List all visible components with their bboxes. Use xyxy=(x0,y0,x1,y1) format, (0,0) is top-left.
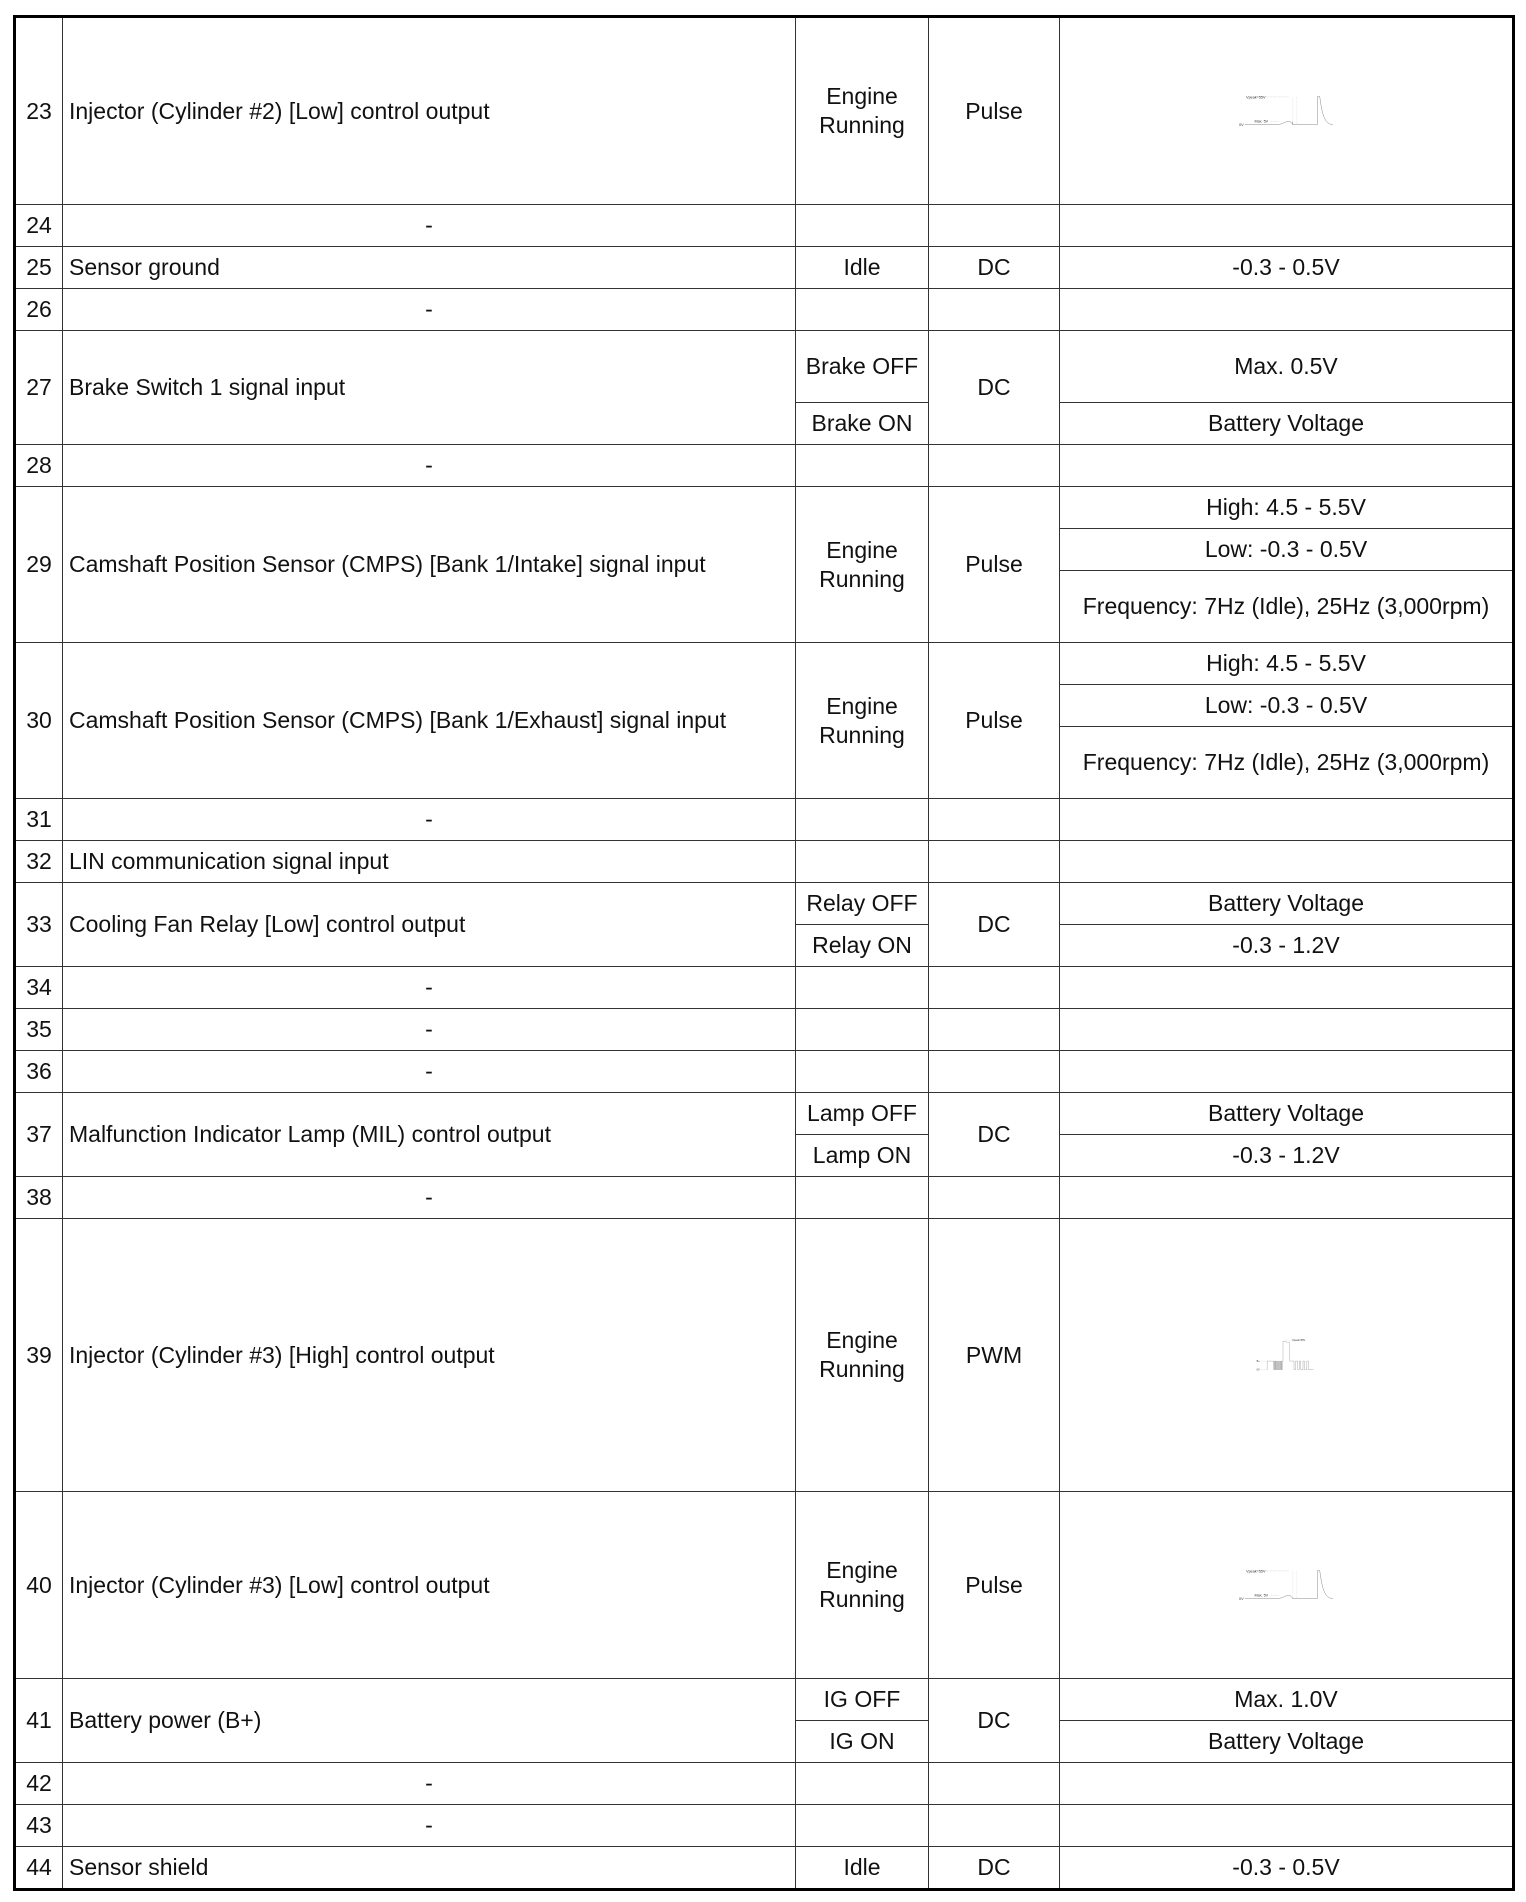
table-row xyxy=(15,17,1514,205)
pin-description: Sensor shield xyxy=(63,1847,796,1890)
condition: Engine Running xyxy=(796,1219,929,1492)
pin-table-page xyxy=(13,15,1512,1888)
value xyxy=(1060,1805,1514,1847)
condition: Lamp ON xyxy=(796,1135,929,1177)
zero-label: 0V xyxy=(1239,122,1244,127)
value: -0.3 - 0.5V xyxy=(1060,1847,1514,1890)
pin-number: 33 xyxy=(15,883,63,967)
pin-description: - xyxy=(63,205,796,247)
pin-number: 29 xyxy=(15,487,63,643)
pin-number: 27 xyxy=(15,331,63,445)
waveform-cell xyxy=(1060,1492,1514,1679)
table-row xyxy=(15,1492,1514,1679)
signal-type: Pulse xyxy=(929,643,1060,799)
value: -0.3 - 1.2V xyxy=(1060,925,1514,967)
value xyxy=(1060,445,1514,487)
pin-number: 24 xyxy=(15,205,63,247)
vpeak-label: Vpeak=55V xyxy=(1246,1568,1266,1573)
condition xyxy=(796,799,929,841)
pin-description: - xyxy=(63,1177,796,1219)
condition xyxy=(796,967,929,1009)
pin-description: Malfunction Indicator Lamp (MIL) control output xyxy=(63,1093,796,1177)
injector-low-waveform xyxy=(1060,91,1512,132)
value: Frequency: 7Hz (Idle), 25Hz (3,000rpm) xyxy=(1060,571,1514,643)
table-row xyxy=(15,289,1514,331)
value xyxy=(1060,205,1514,247)
signal-type xyxy=(929,841,1060,883)
pin-description: - xyxy=(63,967,796,1009)
table-row xyxy=(15,883,1514,925)
pin-description: Battery power (B+) xyxy=(63,1679,796,1763)
value xyxy=(1060,289,1514,331)
value xyxy=(1060,967,1514,1009)
value xyxy=(1060,1763,1514,1805)
signal-type: PWM xyxy=(929,1219,1060,1492)
pin-description: - xyxy=(63,799,796,841)
table-row xyxy=(15,331,1514,403)
table-row xyxy=(15,967,1514,1009)
pin-number: 31 xyxy=(15,799,63,841)
injector-high-waveform xyxy=(1060,1335,1512,1376)
waveform-trace xyxy=(1267,1341,1314,1370)
pin-description: Cooling Fan Relay [Low] control output xyxy=(63,883,796,967)
condition xyxy=(796,445,929,487)
pin-number: 41 xyxy=(15,1679,63,1763)
pin-number: 30 xyxy=(15,643,63,799)
condition: Brake ON xyxy=(796,403,929,445)
signal-type xyxy=(929,1051,1060,1093)
value: Low: -0.3 - 0.5V xyxy=(1060,685,1514,727)
waveform-cell xyxy=(1060,1219,1514,1492)
vpeak-label: Vpeak=55V xyxy=(1246,94,1266,99)
table-row xyxy=(15,1763,1514,1805)
condition: IG OFF xyxy=(796,1679,929,1721)
table-row xyxy=(15,487,1514,529)
table-row xyxy=(15,1093,1514,1135)
condition: Engine Running xyxy=(796,487,929,643)
pin-description: - xyxy=(63,1805,796,1847)
signal-type: Pulse xyxy=(929,17,1060,205)
signal-type: Pulse xyxy=(929,487,1060,643)
pin-description: - xyxy=(63,289,796,331)
pin-number: 40 xyxy=(15,1492,63,1679)
condition xyxy=(796,289,929,331)
condition: Engine Running xyxy=(796,643,929,799)
value xyxy=(1060,1051,1514,1093)
signal-type: DC xyxy=(929,1847,1060,1890)
condition xyxy=(796,1051,929,1093)
signal-type xyxy=(929,445,1060,487)
pin-number: 26 xyxy=(15,289,63,331)
value: -0.3 - 0.5V xyxy=(1060,247,1514,289)
condition: Relay OFF xyxy=(796,883,929,925)
pin-description: LIN communication signal input xyxy=(63,841,796,883)
value xyxy=(1060,1177,1514,1219)
table-row xyxy=(15,1009,1514,1051)
pin-description: - xyxy=(63,1051,796,1093)
table-row xyxy=(15,841,1514,883)
vpeak-label: Vpeak=55V xyxy=(1292,1338,1306,1342)
condition xyxy=(796,1805,929,1847)
pin-number: 28 xyxy=(15,445,63,487)
signal-type xyxy=(929,799,1060,841)
condition: Idle xyxy=(796,1847,929,1890)
table-row xyxy=(15,247,1514,289)
table-row xyxy=(15,643,1514,685)
signal-type xyxy=(929,1805,1060,1847)
value: Battery Voltage xyxy=(1060,1093,1514,1135)
value: High: 4.5 - 5.5V xyxy=(1060,643,1514,685)
pin-description: Camshaft Position Sensor (CMPS) [Bank 1/Exhaust] signal input xyxy=(63,643,796,799)
table-row xyxy=(15,205,1514,247)
signal-type: DC xyxy=(929,883,1060,967)
pin-description: - xyxy=(63,1009,796,1051)
pin-description: Camshaft Position Sensor (CMPS) [Bank 1/Intake] signal input xyxy=(63,487,796,643)
pin-number: 35 xyxy=(15,1009,63,1051)
pin-number: 44 xyxy=(15,1847,63,1890)
condition: Engine Running xyxy=(796,1492,929,1679)
pin-table xyxy=(13,15,1515,1891)
pin-number: 39 xyxy=(15,1219,63,1492)
injector-low-waveform xyxy=(1060,1565,1512,1606)
pin-number: 36 xyxy=(15,1051,63,1093)
signal-type xyxy=(929,967,1060,1009)
bplus-label: B+ xyxy=(1256,1359,1260,1363)
value: Max. 0.5V xyxy=(1060,331,1514,403)
signal-type xyxy=(929,1009,1060,1051)
pin-number: 42 xyxy=(15,1763,63,1805)
pin-description: Sensor ground xyxy=(63,247,796,289)
pin-number: 32 xyxy=(15,841,63,883)
condition xyxy=(796,1177,929,1219)
value: Frequency: 7Hz (Idle), 25Hz (3,000rpm) xyxy=(1060,727,1514,799)
pin-description: Injector (Cylinder #3) [High] control output xyxy=(63,1219,796,1492)
pin-description: Brake Switch 1 signal input xyxy=(63,331,796,445)
value xyxy=(1060,799,1514,841)
pin-number: 37 xyxy=(15,1093,63,1177)
table-row xyxy=(15,1177,1514,1219)
table-row xyxy=(15,1847,1514,1890)
value: Battery Voltage xyxy=(1060,403,1514,445)
condition xyxy=(796,1763,929,1805)
max-label: Max. 5V xyxy=(1254,119,1269,124)
value: High: 4.5 - 5.5V xyxy=(1060,487,1514,529)
value: Battery Voltage xyxy=(1060,883,1514,925)
table-row xyxy=(15,1679,1514,1721)
zero-label: 0V xyxy=(1239,1596,1244,1601)
condition xyxy=(796,841,929,883)
pin-description: Injector (Cylinder #2) [Low] control output xyxy=(63,17,796,205)
value xyxy=(1060,841,1514,883)
signal-type: DC xyxy=(929,1679,1060,1763)
waveform-cell xyxy=(1060,17,1514,205)
condition: Idle xyxy=(796,247,929,289)
value: Battery Voltage xyxy=(1060,1721,1514,1763)
table-row xyxy=(15,799,1514,841)
condition: IG ON xyxy=(796,1721,929,1763)
pin-number: 38 xyxy=(15,1177,63,1219)
pin-number: 25 xyxy=(15,247,63,289)
table-row xyxy=(15,1051,1514,1093)
table-row xyxy=(15,1219,1514,1492)
condition: Relay ON xyxy=(796,925,929,967)
condition: Lamp OFF xyxy=(796,1093,929,1135)
value xyxy=(1060,1009,1514,1051)
signal-type xyxy=(929,205,1060,247)
pin-description: - xyxy=(63,1763,796,1805)
condition: Brake OFF xyxy=(796,331,929,403)
pin-number: 23 xyxy=(15,17,63,205)
signal-type xyxy=(929,1763,1060,1805)
condition xyxy=(796,205,929,247)
pin-description: Injector (Cylinder #3) [Low] control output xyxy=(63,1492,796,1679)
value: Max. 1.0V xyxy=(1060,1679,1514,1721)
max-label: Max. 5V xyxy=(1254,1593,1269,1598)
value: Low: -0.3 - 0.5V xyxy=(1060,529,1514,571)
signal-type: DC xyxy=(929,247,1060,289)
signal-type: DC xyxy=(929,331,1060,445)
table-row xyxy=(15,1805,1514,1847)
signal-type xyxy=(929,1177,1060,1219)
condition xyxy=(796,1009,929,1051)
table-row xyxy=(15,445,1514,487)
pin-number: 34 xyxy=(15,967,63,1009)
signal-type: DC xyxy=(929,1093,1060,1177)
pin-description: - xyxy=(63,445,796,487)
pin-number: 43 xyxy=(15,1805,63,1847)
condition: Engine Running xyxy=(796,17,929,205)
value: -0.3 - 1.2V xyxy=(1060,1135,1514,1177)
signal-type: Pulse xyxy=(929,1492,1060,1679)
signal-type xyxy=(929,289,1060,331)
zero-label: 0V xyxy=(1256,1368,1260,1372)
